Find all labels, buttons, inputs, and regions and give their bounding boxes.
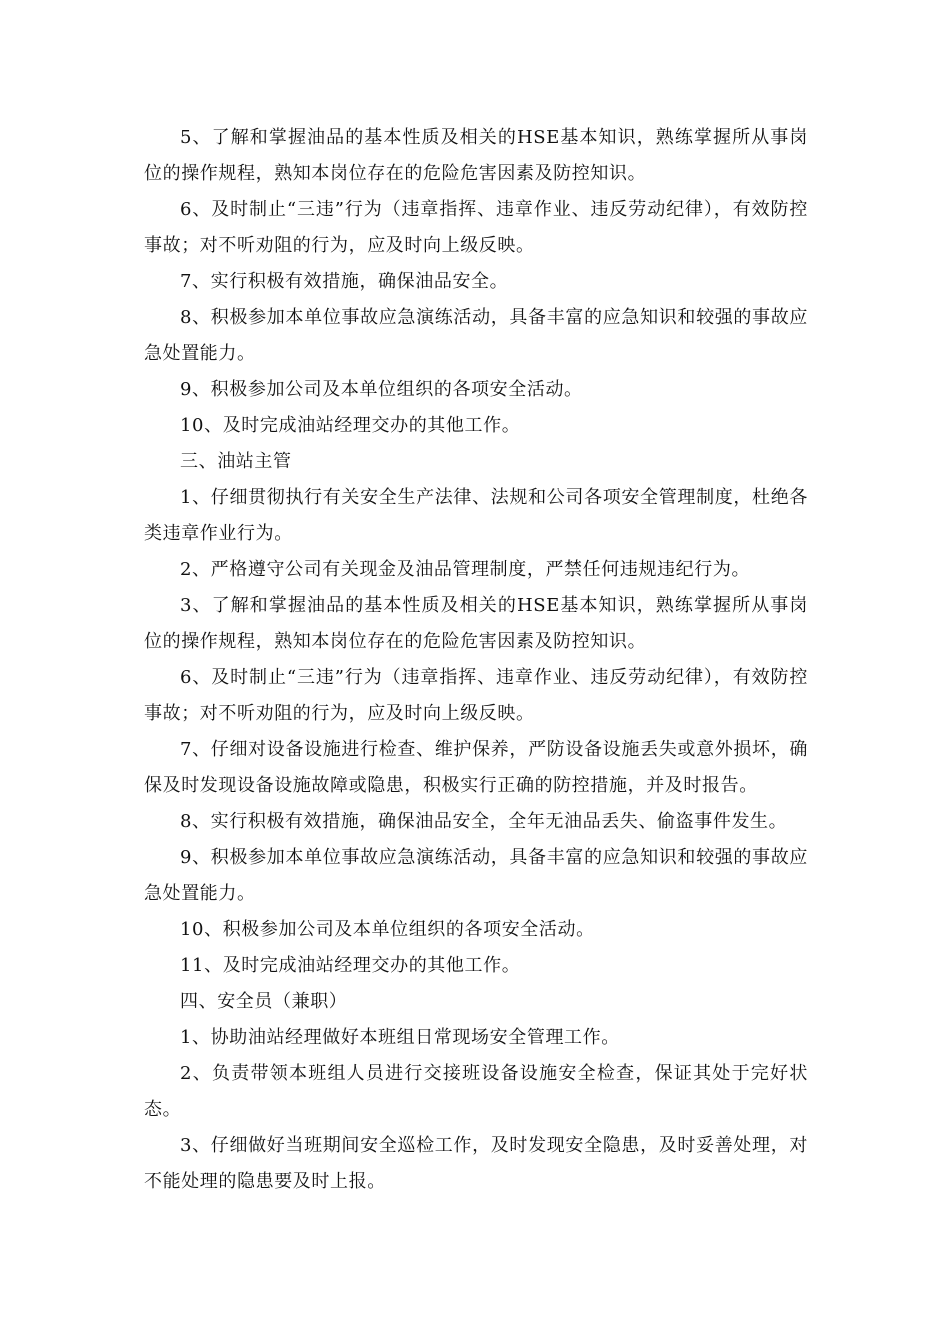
- paragraph-item-8-emergency-drill: 8、积极参加本单位事故应急演练活动，具备丰富的应急知识和较强的事故应急处置能力。: [144, 307, 808, 364]
- paragraph-supervisor-item-11: 11、及时完成油站经理交办的其他工作。: [180, 955, 521, 976]
- paragraph-supervisor-item-1: 1、仔细贯彻执行有关安全生产法律、法规和公司各项安全管理制度，杜绝各类违章作业行为。: [144, 487, 808, 544]
- paragraph-item-9-safety-activities: 9、积极参加公司及本单位组织的各项安全活动。: [180, 379, 583, 400]
- paragraph-supervisor-item-8: 8、实行积极有效措施，确保油品安全，全年无油品丢失、偷盗事件发生。: [180, 811, 788, 832]
- paragraph-supervisor-item-9: 9、积极参加本单位事故应急演练活动，具备丰富的应急知识和较强的事故应急处置能力。: [144, 847, 808, 904]
- paragraph-item-6-three-violations: 6、及时制止“三违”行为（违章指挥、违章作业、违反劳动纪律），有效防控事故；对不听劝阻的行为，应及时向上级反映。: [144, 199, 808, 256]
- paragraph-safety-officer-item-3: 3、仔细做好当班期间安全巡检工作，及时发现安全隐患，及时妥善处理，对不能处理的隐患要及时上报。: [144, 1135, 808, 1192]
- paragraph-safety-officer-item-2: 2、负责带领本班组人员进行交接班设备设施安全检查，保证其处于完好状态。: [144, 1063, 808, 1120]
- paragraph-supervisor-item-2: 2、严格遵守公司有关现金及油品管理制度，严禁任何违规违纪行为。: [180, 559, 751, 580]
- paragraph-supervisor-item-7: 7、仔细对设备设施进行检查、维护保养，严防设备设施丢失或意外损坏，确保及时发现设备设施故障或隐患，积极实行正确的防控措施，并及时报告。: [144, 739, 808, 796]
- paragraph-supervisor-item-10: 10、积极参加公司及本单位组织的各项安全活动。: [180, 919, 595, 940]
- paragraph-item-5-knowledge: 5、了解和掌握油品的基本性质及相关的HSE基本知识，熟练掌握所从事岗位的操作规程，熟知本岗位存在的危险危害因素及防控知识。: [144, 127, 808, 184]
- paragraph-safety-officer-item-1: 1、协助油站经理做好本班组日常现场安全管理工作。: [180, 1027, 620, 1048]
- paragraph-supervisor-item-3: 3、了解和掌握油品的基本性质及相关的HSE基本知识，熟练掌握所从事岗位的操作规程，熟知本岗位存在的危险危害因素及防控知识。: [144, 595, 808, 652]
- paragraph-item-10-other-work: 10、及时完成油站经理交办的其他工作。: [180, 415, 521, 436]
- paragraph-item-7-oil-safety: 7、实行积极有效措施，确保油品安全。: [180, 271, 509, 292]
- section-heading-station-supervisor: 三、油站主管: [180, 451, 292, 472]
- document-body: [144, 120, 808, 1200]
- section-heading-safety-officer: 四、安全员（兼职）: [180, 991, 348, 1012]
- paragraph-supervisor-item-6: 6、及时制止“三违”行为（违章指挥、违章作业、违反劳动纪律），有效防控事故；对不听劝阻的行为，应及时向上级反映。: [144, 667, 808, 724]
